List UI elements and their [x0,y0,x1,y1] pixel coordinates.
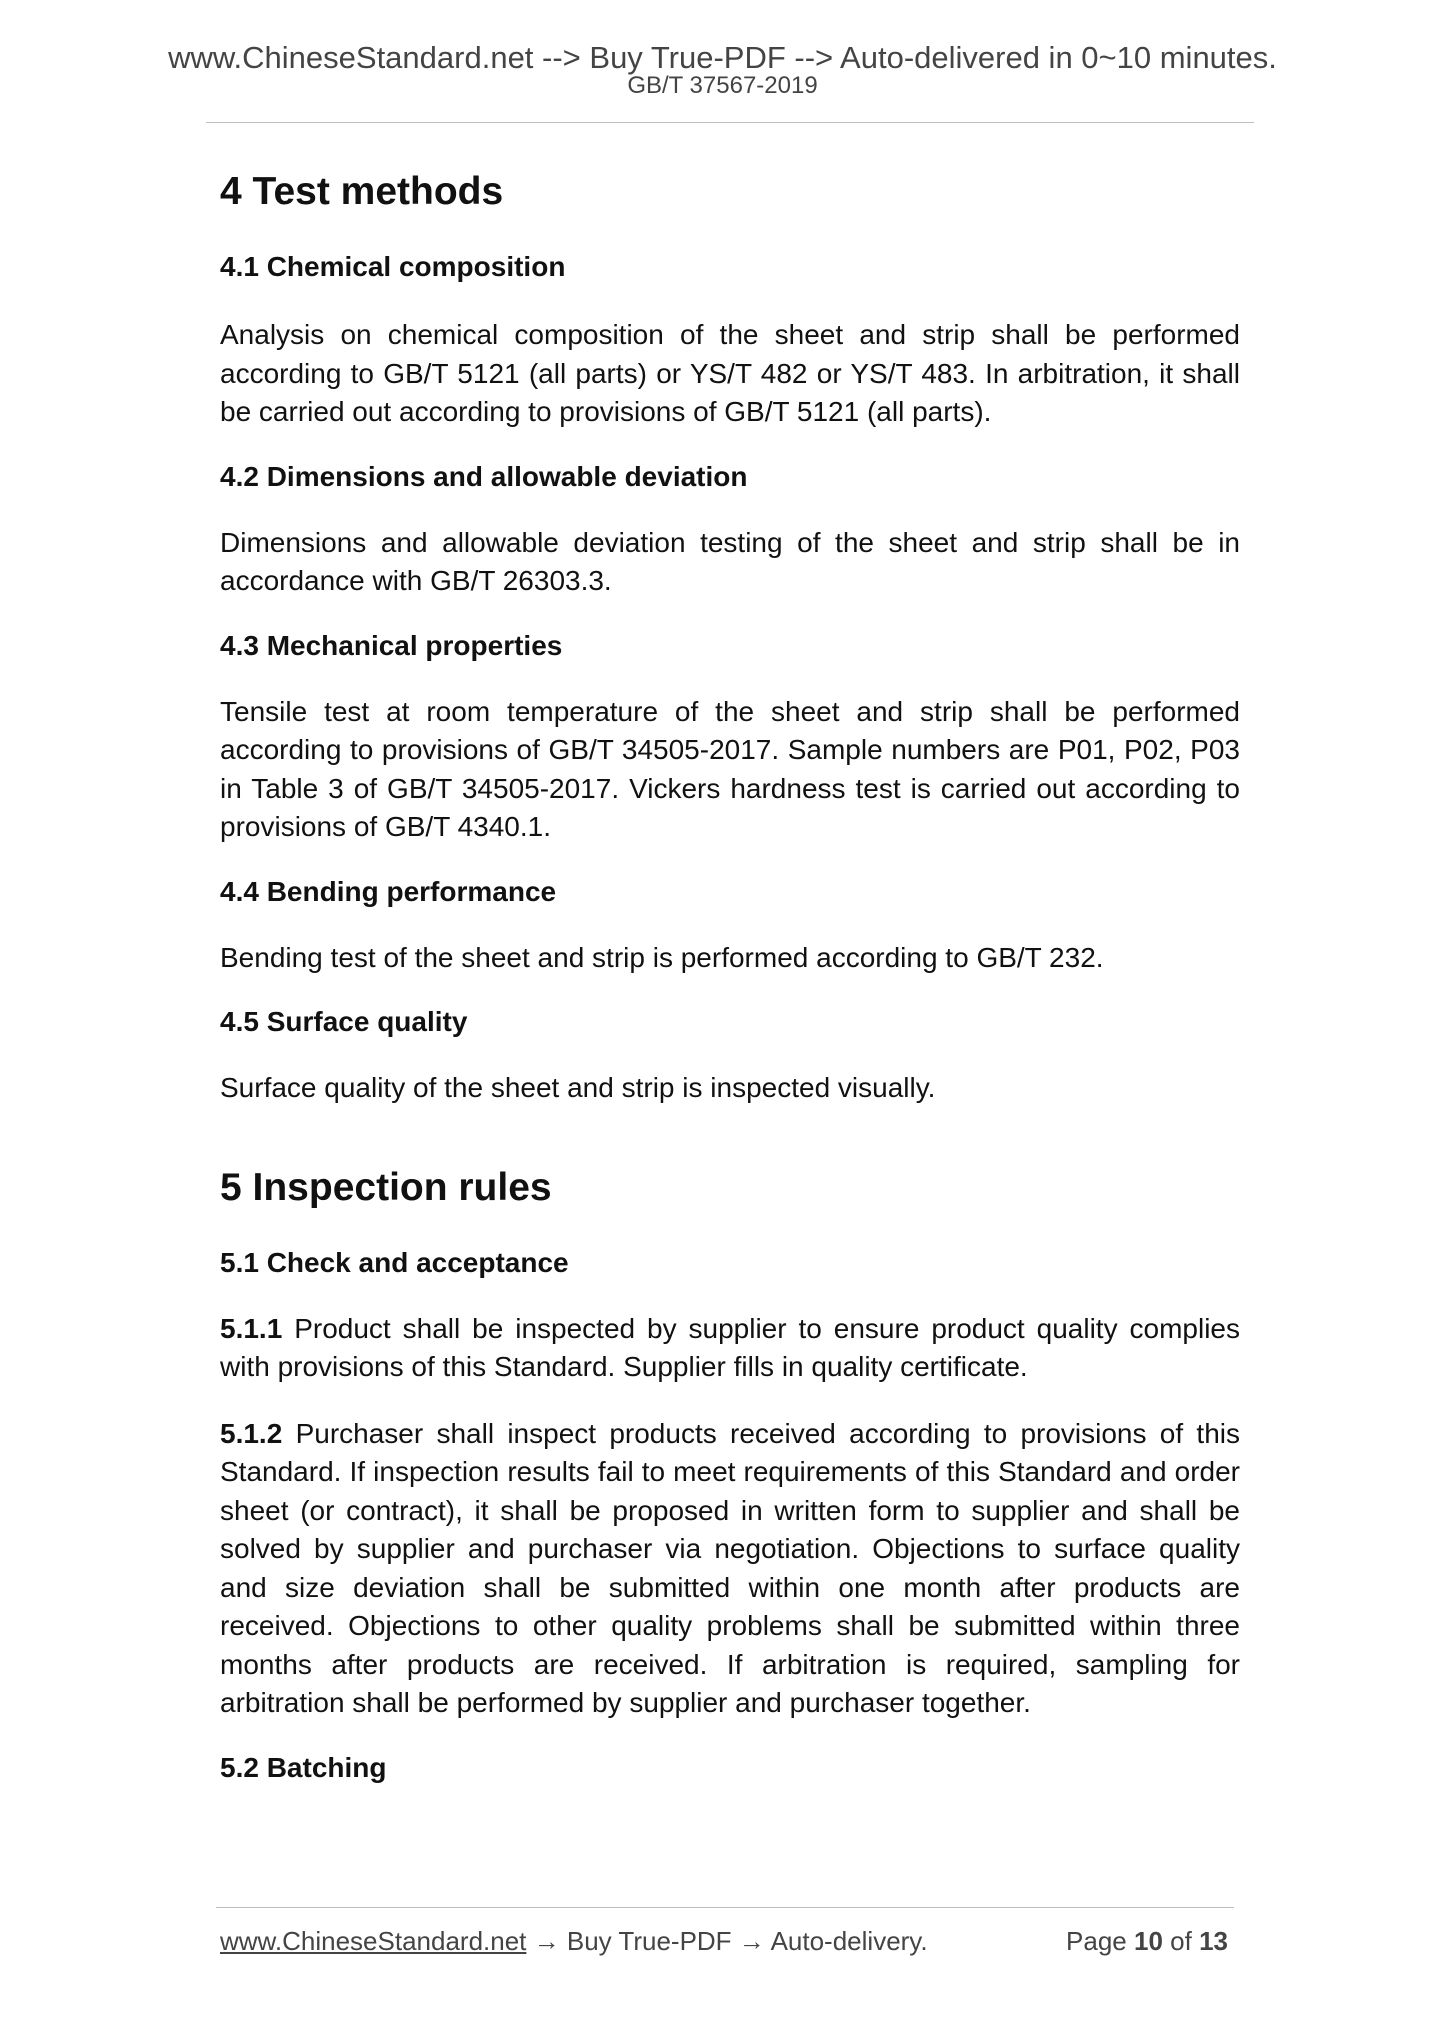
section-5-2-title: 5.2 Batching [220,1751,387,1783]
page-label: Page [1066,1926,1127,1956]
footer-divider [216,1907,1234,1908]
section-4-4-title: 4.4 Bending performance [220,875,557,907]
section-4-title: 4 Test methods [220,170,504,213]
section-5-1-title: 5.1 Check and acceptance [220,1246,569,1278]
footer-website-link[interactable]: www.ChineseStandard.net [220,1926,527,1956]
of-label: of [1170,1926,1192,1956]
section-4-2-text: Dimensions and allowable deviation testing of the sheet and strip shall be in accordance with GB/T 26303.3. [220,526,1240,596]
clause-5-1-1-number: 5.1.1 [220,1312,283,1344]
standard-code: GB/T 37567-2019 [627,72,818,99]
section-4-5-text: Surface quality of the sheet and strip is inspected visually. [220,1072,936,1103]
page-total: 13 [1199,1926,1228,1956]
page-current: 10 [1134,1926,1163,1956]
section-4-4-text: Bending test of the sheet and strip is performed according to GB/T 232. [220,941,1104,973]
section-4-2-title: 4.2 Dimensions and allowable deviation [220,460,748,492]
section-4-1-text: Analysis on chemical composition of the sheet and strip shall be performed according to GB/T 5121 (all parts) or YS/T 482 or YS/T 483. In arbitration, it shall be carried out according to provisions of GB/T 5121 (all parts). [220,319,1240,427]
footer-left [220,1925,928,1957]
clause-5-1-2-number: 5.1.2 [220,1417,283,1449]
section-4-3-text: Tensile test at room temperature of the sheet and strip shall be performed according to provisions of GB/T 34505-2017. Sample numbers are P01, P02, P03 in Table 3 of GB/T 34505-2017. Vickers hardness test is carried out according to provisions of GB/T 4340.1. [220,695,1240,842]
clause-5-1-2-text: Purchaser shall inspect products received according to provisions of this Standard. If inspection results fail to meet requirements of this Standard and order sheet (or contract), it shall be proposed in written form to supplier and shall be solved by supplier and purchaser via negotiation. Objections to surface quality and size deviation shall be submitted within one month after products are received. Objections to other quality problems shall be submitted within three months after products are received. If arbitration is required, sampling for arbitration shall be performed by supplier and purchaser together. [220,1417,1240,1718]
document-body [220,168,1240,1787]
clause-5-1-1 [220,1310,1240,1387]
clause-5-1-2 [220,1415,1240,1723]
header-divider [206,122,1254,123]
footer-tagline: → Buy True-PDF → Auto-delivery. [526,1926,928,1956]
section-4-3-title: 4.3 Mechanical properties [220,629,563,661]
clause-5-1-1-text: Product shall be inspected by supplier to ensure product quality complies with provisions of this Standard. Supplier fills in quality certificate. [220,1312,1240,1382]
header-banner: www.ChineseStandard.net --> Buy True-PDF --> Auto-delivered in 0~10 minutes. [168,40,1277,75]
section-4-1-title: 4.1 Chemical composition [220,251,566,282]
section-5-title: 5 Inspection rules [220,1165,552,1209]
section-4-5-title: 4.5 Surface quality [220,1006,468,1037]
page-number [1066,1925,1228,1957]
